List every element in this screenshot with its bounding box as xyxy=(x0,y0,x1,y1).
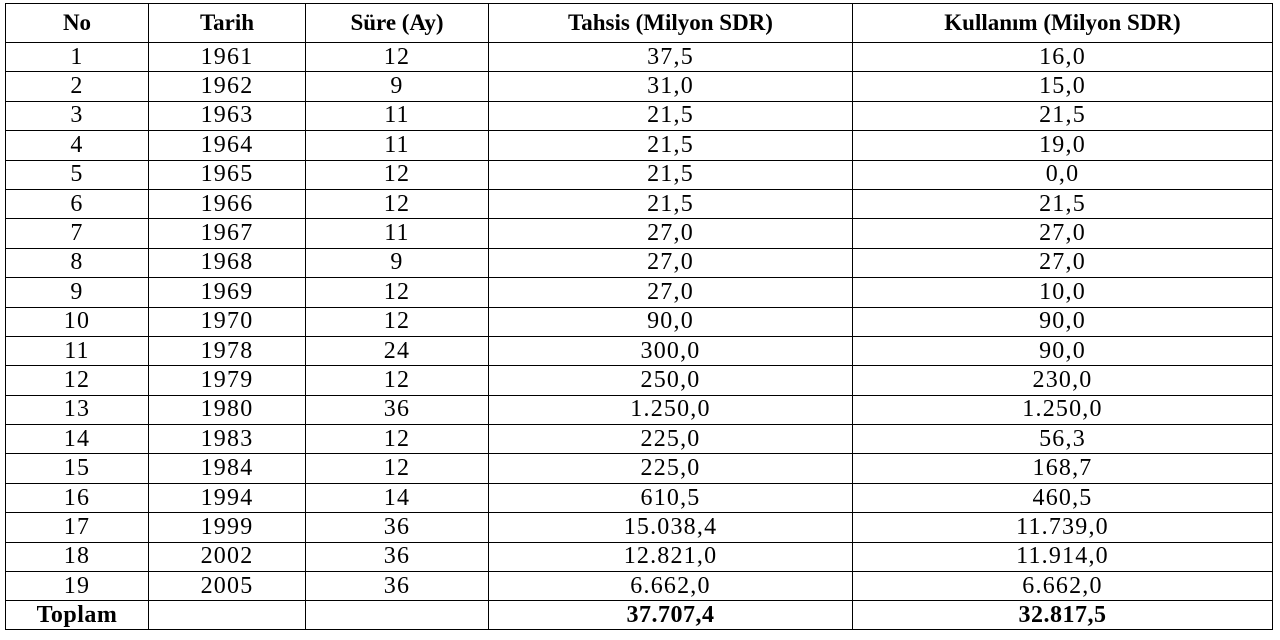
cell-kullanim: 168,7 xyxy=(853,454,1273,483)
cell-sure: 36 xyxy=(306,395,489,424)
table-row xyxy=(6,425,1273,454)
cell-no: 11 xyxy=(6,336,149,365)
total-kullanim: 32.817,5 xyxy=(853,601,1273,630)
cell-no: 3 xyxy=(6,101,149,130)
cell-tarih: 1979 xyxy=(149,366,306,395)
header-no: No xyxy=(6,4,149,43)
table-row xyxy=(6,483,1273,512)
total-tarih xyxy=(149,601,306,630)
cell-no: 15 xyxy=(6,454,149,483)
cell-tarih: 1978 xyxy=(149,336,306,365)
cell-tarih: 1966 xyxy=(149,189,306,218)
cell-tahsis: 27,0 xyxy=(489,248,853,277)
table-row xyxy=(6,248,1273,277)
cell-no: 10 xyxy=(6,307,149,336)
cell-sure: 12 xyxy=(306,189,489,218)
cell-kullanim: 19,0 xyxy=(853,131,1273,160)
cell-no: 6 xyxy=(6,189,149,218)
table-footer xyxy=(6,601,1273,630)
table-row xyxy=(6,336,1273,365)
cell-sure: 36 xyxy=(306,542,489,571)
cell-tarih: 2005 xyxy=(149,572,306,601)
cell-sure: 11 xyxy=(306,101,489,130)
cell-tahsis: 610,5 xyxy=(489,483,853,512)
table-row xyxy=(6,131,1273,160)
cell-tarih: 1962 xyxy=(149,72,306,101)
cell-tahsis: 21,5 xyxy=(489,101,853,130)
cell-no: 19 xyxy=(6,572,149,601)
header-tahsis: Tahsis (Milyon SDR) xyxy=(489,4,853,43)
table-body xyxy=(6,43,1273,601)
cell-sure: 12 xyxy=(306,454,489,483)
cell-no: 5 xyxy=(6,160,149,189)
header-tarih: Tarih xyxy=(149,4,306,43)
cell-sure: 36 xyxy=(306,572,489,601)
cell-sure: 14 xyxy=(306,483,489,512)
cell-kullanim: 27,0 xyxy=(853,248,1273,277)
cell-tahsis: 27,0 xyxy=(489,219,853,248)
cell-tarih: 1965 xyxy=(149,160,306,189)
cell-kullanim: 230,0 xyxy=(853,366,1273,395)
cell-no: 13 xyxy=(6,395,149,424)
table-row xyxy=(6,307,1273,336)
cell-tahsis: 15.038,4 xyxy=(489,513,853,542)
cell-sure: 36 xyxy=(306,513,489,542)
cell-tahsis: 21,5 xyxy=(489,131,853,160)
cell-tarih: 1994 xyxy=(149,483,306,512)
cell-kullanim: 27,0 xyxy=(853,219,1273,248)
cell-no: 2 xyxy=(6,72,149,101)
cell-tahsis: 225,0 xyxy=(489,425,853,454)
cell-tahsis: 1.250,0 xyxy=(489,395,853,424)
header-row xyxy=(6,4,1273,43)
table-row xyxy=(6,72,1273,101)
cell-sure: 12 xyxy=(306,366,489,395)
cell-sure: 12 xyxy=(306,160,489,189)
table-row xyxy=(6,160,1273,189)
cell-tarih: 1963 xyxy=(149,101,306,130)
cell-sure: 24 xyxy=(306,336,489,365)
cell-tahsis: 6.662,0 xyxy=(489,572,853,601)
table-row xyxy=(6,219,1273,248)
cell-tahsis: 90,0 xyxy=(489,307,853,336)
table-row xyxy=(6,572,1273,601)
total-sure xyxy=(306,601,489,630)
cell-tahsis: 27,0 xyxy=(489,278,853,307)
stand-by-agreements-table xyxy=(5,3,1273,630)
cell-no: 9 xyxy=(6,278,149,307)
cell-tahsis: 21,5 xyxy=(489,189,853,218)
table-row xyxy=(6,542,1273,571)
cell-kullanim: 10,0 xyxy=(853,278,1273,307)
cell-tarih: 1967 xyxy=(149,219,306,248)
cell-tarih: 1964 xyxy=(149,131,306,160)
cell-kullanim: 21,5 xyxy=(853,101,1273,130)
cell-sure: 9 xyxy=(306,248,489,277)
table-header xyxy=(6,4,1273,43)
cell-no: 14 xyxy=(6,425,149,454)
cell-tarih: 1961 xyxy=(149,43,306,72)
total-tahsis: 37.707,4 xyxy=(489,601,853,630)
cell-tahsis: 250,0 xyxy=(489,366,853,395)
cell-kullanim: 0,0 xyxy=(853,160,1273,189)
cell-sure: 11 xyxy=(306,219,489,248)
cell-no: 12 xyxy=(6,366,149,395)
cell-tarih: 1983 xyxy=(149,425,306,454)
cell-kullanim: 90,0 xyxy=(853,336,1273,365)
cell-tahsis: 31,0 xyxy=(489,72,853,101)
cell-no: 16 xyxy=(6,483,149,512)
cell-sure: 12 xyxy=(306,43,489,72)
cell-tarih: 2002 xyxy=(149,542,306,571)
cell-kullanim: 11.914,0 xyxy=(853,542,1273,571)
cell-sure: 12 xyxy=(306,307,489,336)
cell-no: 1 xyxy=(6,43,149,72)
cell-tarih: 1980 xyxy=(149,395,306,424)
total-row xyxy=(6,601,1273,630)
cell-kullanim: 90,0 xyxy=(853,307,1273,336)
cell-sure: 11 xyxy=(306,131,489,160)
cell-tarih: 1968 xyxy=(149,248,306,277)
header-kullanim: Kullanım (Milyon SDR) xyxy=(853,4,1273,43)
cell-kullanim: 56,3 xyxy=(853,425,1273,454)
cell-kullanim: 21,5 xyxy=(853,189,1273,218)
cell-tarih: 1999 xyxy=(149,513,306,542)
header-sure: Süre (Ay) xyxy=(306,4,489,43)
cell-no: 18 xyxy=(6,542,149,571)
table-row xyxy=(6,395,1273,424)
cell-tarih: 1984 xyxy=(149,454,306,483)
table-row xyxy=(6,189,1273,218)
cell-kullanim: 11.739,0 xyxy=(853,513,1273,542)
cell-tahsis: 225,0 xyxy=(489,454,853,483)
cell-no: 7 xyxy=(6,219,149,248)
table-row xyxy=(6,101,1273,130)
table-row xyxy=(6,513,1273,542)
cell-sure: 9 xyxy=(306,72,489,101)
cell-kullanim: 460,5 xyxy=(853,483,1273,512)
cell-tahsis: 21,5 xyxy=(489,160,853,189)
cell-sure: 12 xyxy=(306,278,489,307)
table-row xyxy=(6,43,1273,72)
cell-no: 4 xyxy=(6,131,149,160)
table-row xyxy=(6,278,1273,307)
cell-kullanim: 6.662,0 xyxy=(853,572,1273,601)
cell-kullanim: 15,0 xyxy=(853,72,1273,101)
cell-tahsis: 37,5 xyxy=(489,43,853,72)
cell-tahsis: 300,0 xyxy=(489,336,853,365)
cell-no: 17 xyxy=(6,513,149,542)
table-row xyxy=(6,366,1273,395)
total-label: Toplam xyxy=(6,601,149,630)
cell-kullanim: 16,0 xyxy=(853,43,1273,72)
cell-tarih: 1969 xyxy=(149,278,306,307)
cell-no: 8 xyxy=(6,248,149,277)
cell-tarih: 1970 xyxy=(149,307,306,336)
cell-kullanim: 1.250,0 xyxy=(853,395,1273,424)
cell-sure: 12 xyxy=(306,425,489,454)
table-row xyxy=(6,454,1273,483)
cell-tahsis: 12.821,0 xyxy=(489,542,853,571)
